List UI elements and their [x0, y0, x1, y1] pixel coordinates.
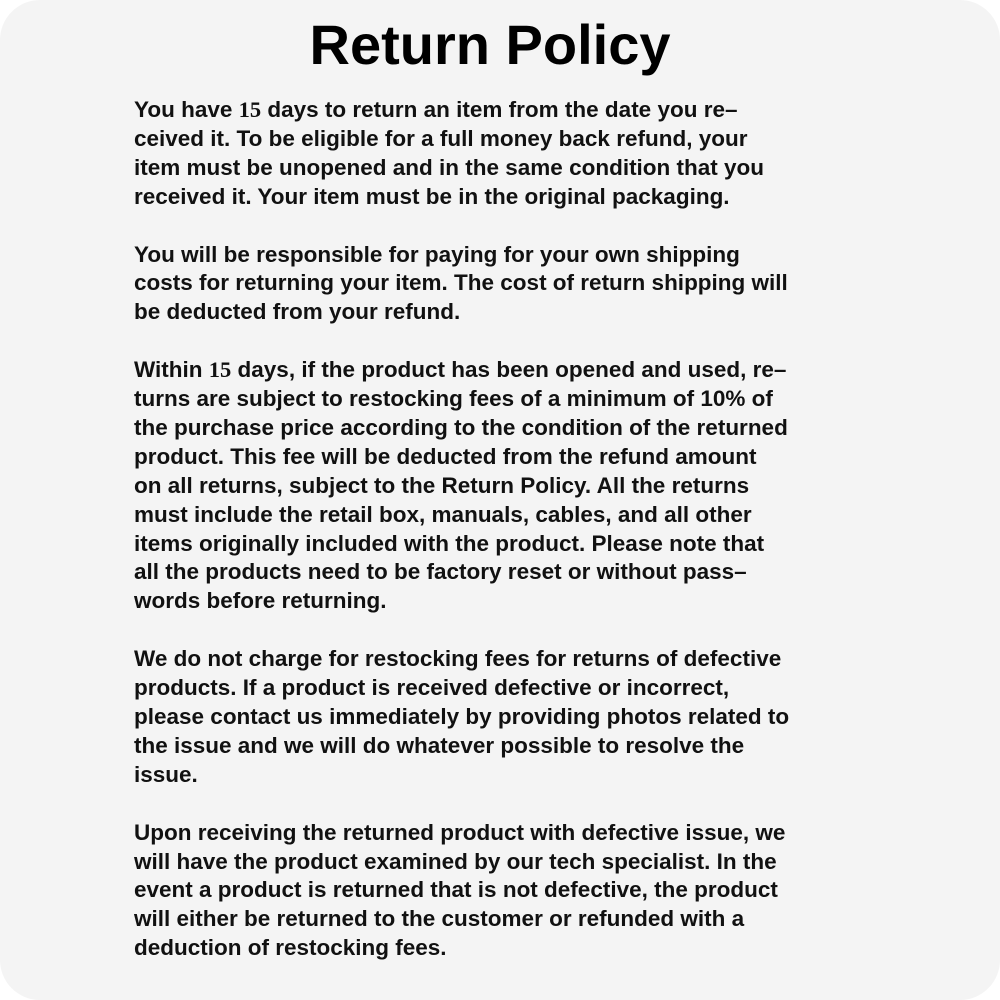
- policy-line: issue.: [134, 761, 198, 787]
- policy-line: please contact us immediately by providing photos related to: [134, 703, 790, 729]
- day-count: 15: [238, 97, 262, 122]
- policy-line: costs for returning your item. The cost of return shipping will: [134, 270, 788, 296]
- policy-line: items originally included with the product. Please note that: [134, 530, 765, 556]
- policy-line: We do not charge for restocking fees for returns of defective: [134, 646, 782, 672]
- policy-line: product. This fee will be deducted from the refund amount: [134, 443, 757, 469]
- policy-line: event a product is returned that is not defective, the product: [134, 877, 778, 903]
- policy-line: products. If a product is received defective or incorrect,: [134, 675, 730, 701]
- policy-paragraph: [134, 819, 854, 964]
- policy-line: item must be unopened and in the same condition that you: [134, 154, 765, 180]
- day-count: 15: [208, 357, 232, 383]
- policy-line: Within 15 days, if the product has been opened and used, re–: [134, 357, 787, 383]
- policy-line: You have 15 days to return an item from the date you re–: [134, 97, 738, 122]
- policy-line: will either be returned to the customer or refunded with a: [134, 906, 745, 932]
- policy-body: [134, 96, 854, 992]
- policy-paragraph: [134, 645, 854, 790]
- policy-line: the issue and we will do whatever possible to resolve the: [134, 732, 745, 758]
- policy-line: words before returning.: [134, 588, 387, 614]
- policy-line: must include the retail box, manuals, cables, and all other: [134, 501, 752, 527]
- policy-line: ceived it. To be eligible for a full money back refund, your: [134, 125, 748, 151]
- policy-line: be deducted from your refund.: [134, 299, 461, 325]
- policy-line: deduction of restocking fees.: [134, 935, 447, 961]
- policy-line: all the products need to be factory reset or without pass–: [134, 559, 747, 585]
- policy-paragraph: [134, 241, 854, 328]
- policy-paragraph: [134, 356, 854, 616]
- policy-line: Upon receiving the returned product with defective issue, we: [134, 819, 786, 845]
- policy-line: will have the product examined by our tech specialist. In the: [134, 848, 777, 874]
- policy-line: received it. Your item must be in the original packaging.: [134, 183, 730, 209]
- policy-line: on all returns, subject to the Return Policy. All the returns: [134, 472, 750, 498]
- policy-line: the purchase price according to the condition of the returned: [134, 414, 788, 440]
- policy-line: You will be responsible for paying for your own shipping: [134, 241, 740, 267]
- policy-line: turns are subject to restocking fees of a minimum of 10% of: [134, 386, 773, 412]
- page-title: Return Policy: [309, 13, 671, 76]
- policy-paragraph: [134, 96, 854, 212]
